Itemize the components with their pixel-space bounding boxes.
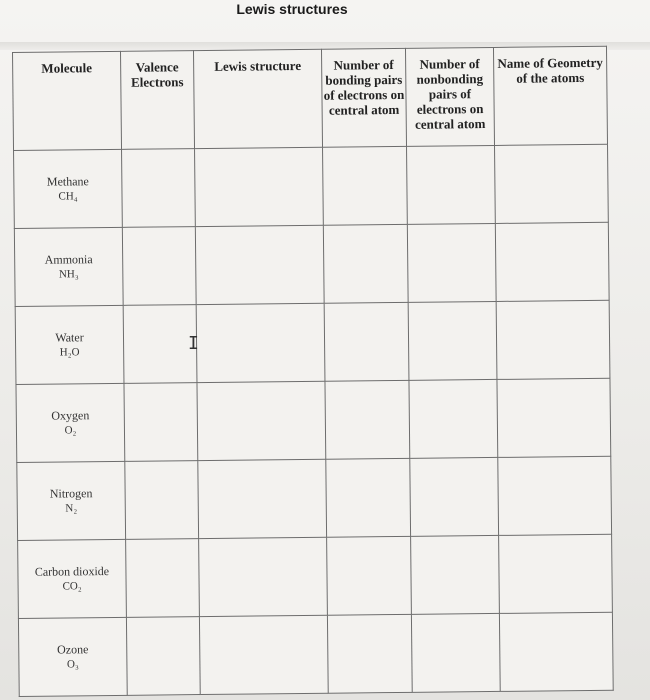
lewis-structure-cell[interactable] (195, 147, 324, 226)
valence-electrons-cell[interactable] (123, 305, 197, 384)
header-molecule: Molecule (13, 51, 122, 150)
valence-electrons-cell[interactable] (122, 149, 196, 228)
molecule-cell (14, 149, 123, 228)
table-row (14, 222, 609, 306)
lewis-structure-cell[interactable] (199, 537, 328, 616)
molecule-name: Oxygen (51, 407, 90, 423)
bonding-pairs-cell[interactable] (324, 302, 409, 381)
nonbonding-pairs-cell[interactable] (408, 301, 497, 380)
bonding-pairs-cell[interactable] (326, 458, 411, 537)
nonbonding-pairs-cell[interactable] (410, 457, 499, 536)
geometry-cell[interactable] (495, 144, 609, 223)
table-row (15, 300, 610, 384)
molecule-cell (18, 539, 127, 618)
header-nonbonding-pairs: Number of nonbonding pairs of electrons on central atom (405, 47, 494, 146)
table-row (14, 144, 609, 228)
molecule-formula: CO₂ (62, 579, 82, 592)
molecule-formula: O₂ (64, 423, 77, 436)
molecule-name: Methane (46, 173, 89, 189)
bonding-pairs-cell[interactable] (323, 224, 408, 303)
molecule-name: Ammonia (44, 251, 93, 267)
molecule-cell (17, 461, 126, 540)
nonbonding-pairs-cell[interactable] (407, 145, 496, 224)
molecule-name: Ozone (57, 641, 89, 657)
bonding-pairs-cell[interactable] (327, 614, 412, 693)
table-row (16, 378, 611, 462)
molecule-cell (16, 383, 125, 462)
molecule-name: Water (55, 329, 84, 345)
molecule-cell (18, 617, 127, 696)
header-lewis-structure: Lewis structure (193, 49, 322, 148)
header-row (13, 46, 608, 150)
nonbonding-pairs-cell[interactable] (411, 535, 500, 614)
table-row (18, 534, 613, 618)
table-row (17, 456, 612, 540)
valence-electrons-cell[interactable] (122, 227, 196, 306)
molecule-name: Nitrogen (49, 485, 93, 501)
bonding-pairs-cell[interactable] (325, 380, 410, 459)
header-valence-electrons: Valence Electrons (120, 51, 194, 150)
molecule-formula: O₃ (66, 657, 79, 670)
geometry-cell[interactable] (496, 300, 610, 379)
geometry-cell[interactable] (499, 612, 613, 691)
nonbonding-pairs-cell[interactable] (409, 379, 498, 458)
geometry-cell[interactable] (498, 456, 612, 535)
table-row (18, 612, 613, 696)
molecule-name: Carbon dioxide (34, 563, 110, 579)
molecule-formula: NH₃ (58, 267, 79, 281)
lewis-structure-cell[interactable] (198, 459, 327, 538)
header-geometry: Name of Geometry of the atoms (493, 46, 607, 145)
valence-electrons-cell[interactable] (124, 383, 198, 462)
page-title: Lewis structures (236, 1, 348, 17)
text-cursor-icon: I (188, 333, 199, 354)
lewis-structure-cell[interactable] (196, 303, 325, 382)
lewis-structure-cell[interactable] (195, 225, 324, 304)
molecule-cell (14, 227, 123, 306)
bonding-pairs-cell[interactable] (323, 146, 408, 225)
molecule-cell (15, 305, 124, 384)
geometry-cell[interactable] (497, 378, 611, 457)
header-bonding-pairs: Number of bonding pairs of electrons on central atom (321, 48, 406, 147)
bonding-pairs-cell[interactable] (327, 536, 412, 615)
molecule-formula: CH₄ (58, 189, 78, 203)
lewis-structures-table (12, 46, 614, 697)
lewis-structure-cell[interactable] (197, 381, 326, 460)
lewis-structure-cell[interactable] (199, 615, 328, 694)
nonbonding-pairs-cell[interactable] (411, 613, 500, 692)
nonbonding-pairs-cell[interactable] (407, 223, 496, 302)
valence-electrons-cell[interactable] (126, 539, 200, 618)
geometry-cell[interactable] (499, 534, 613, 613)
valence-electrons-cell[interactable] (126, 617, 200, 696)
geometry-cell[interactable] (495, 222, 609, 301)
valence-electrons-cell[interactable] (125, 461, 199, 540)
molecule-formula: N₂ (65, 501, 78, 514)
molecule-formula: H₂O (59, 345, 80, 359)
